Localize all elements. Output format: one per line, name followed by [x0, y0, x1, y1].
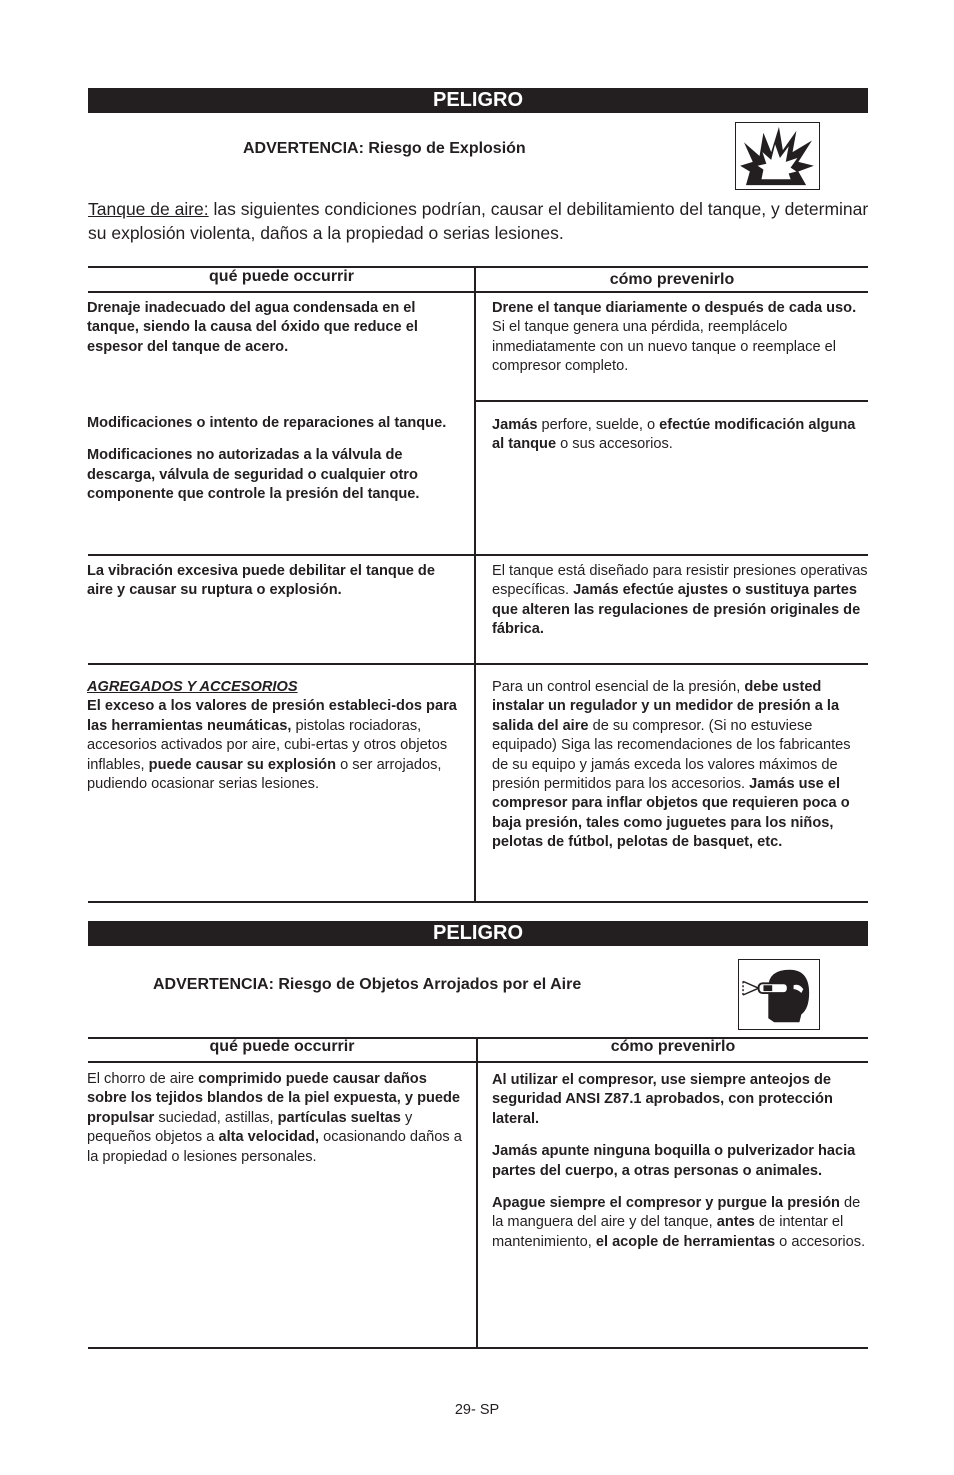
- table2-column-divider: [476, 1037, 478, 1348]
- accessories-hazard-text: [87, 697, 462, 794]
- table2-prevention: [492, 1071, 868, 1252]
- table1-row1-rule: [474, 400, 868, 402]
- table1-row1-hazard: [87, 299, 462, 357]
- explosion-icon: [735, 122, 820, 190]
- paragraph: Modificaciones o intento de reparaciones al tanque.: [87, 415, 447, 431]
- table2-header-rule: [88, 1061, 868, 1063]
- paragraph: El exceso a los valores de presión estableci-dos para las herramientas neumáticas, pistolas rociadoras, accesorios activados por aire, cubi-ertas y otros objetos inflables, puede causar su explosión o ser arrojados, pudiendo ocasionar serias lesiones.: [87, 698, 457, 793]
- table1-row2-hazard: [87, 414, 462, 505]
- table1-col2-header: cómo prevenirlo: [609, 271, 735, 288]
- table2-col2-header: cómo prevenirlo: [610, 1038, 736, 1055]
- projectile-warning-title: ADVERTENCIA: Riesgo de Objetos Arrojados por el Aire: [153, 976, 582, 993]
- table1-bottom-rule: [88, 901, 868, 903]
- paragraph: Apague siempre el compresor y purgue la presión de la manguera del aire y del tanque, antes de intentar el mantenimiento, el acople de herramientas o accesorios.: [492, 1195, 866, 1250]
- paragraph: Drenaje inadecuado del agua condensada en el tanque, siendo la causa del óxido que reduce el espesor del tanque de acero.: [87, 300, 418, 355]
- eye-protection-icon: [738, 959, 820, 1030]
- danger-banner-1: PELIGRO: [88, 88, 868, 113]
- paragraph: El tanque está diseñado para resistir presiones operativas específicas. Jamás efectúe ajustes o sustituya partes que alteren las regulaciones de presión originales de fábrica.: [492, 563, 868, 638]
- paragraph: La vibración excesiva puede debilitar el tanque de aire y causar su ruptura o explosión.: [87, 563, 435, 599]
- intro-text: las siguientes condiciones podrían, causar el debilitamiento del tanque, y determinar su explosión violenta, daños a la propiedad o serias lesiones.: [88, 199, 869, 243]
- table1-col1-header: qué puede occurrir: [209, 268, 354, 285]
- page-number: 29- SP: [454, 1402, 500, 1418]
- danger-banner-2: PELIGRO: [88, 921, 868, 946]
- paragraph: Para un control esencial de la presión, debe usted instalar un regulador y un medidor de presión a la salida del aire de su compresor. (Si no estuviese equipado) Siga las recomendaciones de los fabricantes de su equipo y jamás exceda los valores máximos de presión permitidos para los accesorios. Jamás use el compresor para inflar objetos que requieren poca o baja presión, tales como juguetes para los niños, pelotas de fútbol, pelotas de basquet, etc.: [492, 679, 851, 851]
- table1-row3-rule: [88, 663, 868, 665]
- explosion-warning-title: ADVERTENCIA: Riesgo de Explosión: [243, 140, 526, 157]
- table1-header-rule: [88, 291, 868, 293]
- table2-col1-header: qué puede occurrir: [209, 1038, 355, 1055]
- air-tank-intro: [88, 197, 878, 245]
- table1-row3-prevention: [492, 562, 868, 640]
- paragraph: Jamás perfore, suelde, o efectúe modificación alguna al tanque o sus accesorios.: [492, 417, 856, 453]
- accessories-heading: AGREGADOS Y ACCESORIOS: [87, 679, 298, 695]
- table1-row4-prevention: [492, 678, 868, 853]
- table2-hazard: [87, 1070, 465, 1167]
- table1-row4-hazard: [87, 678, 462, 794]
- table1-row1-prevention: [492, 299, 864, 377]
- table1-row2-rule: [88, 554, 868, 556]
- paragraph: Drene el tanque diariamente o después de cada uso. Si el tanque genera una pérdida, reemplácelo inmediatamente con un nuevo tanque o reemplace el compresor completo.: [492, 300, 857, 375]
- table1-row2-prevention: [492, 416, 864, 455]
- table1-row3-hazard: [87, 562, 462, 601]
- intro-label: Tanque de aire:: [88, 199, 209, 219]
- table1-column-divider: [474, 266, 476, 903]
- paragraph: Modificaciones no autorizadas a la válvula de descarga, válvula de seguridad o cualquier otro componente que controle la presión del tanque.: [87, 447, 420, 503]
- paragraph: Jamás apunte ninguna boquilla o pulverizador hacia partes del cuerpo, a otras personas o animales.: [492, 1143, 856, 1179]
- paragraph: El chorro de aire comprimido puede causar daños sobre los tejidos blandos de la piel expuesta, y puede propulsar suciedad, astillas, partículas sueltas y pequeños objetos a alta velocidad, ocasionando daños a la propiedad o lesiones personales.: [87, 1071, 462, 1165]
- paragraph: Al utilizar el compresor, use siempre anteojos de seguridad ANSI Z87.1 aprobados, con protección lateral.: [492, 1072, 833, 1127]
- table2-bottom-rule: [88, 1347, 868, 1349]
